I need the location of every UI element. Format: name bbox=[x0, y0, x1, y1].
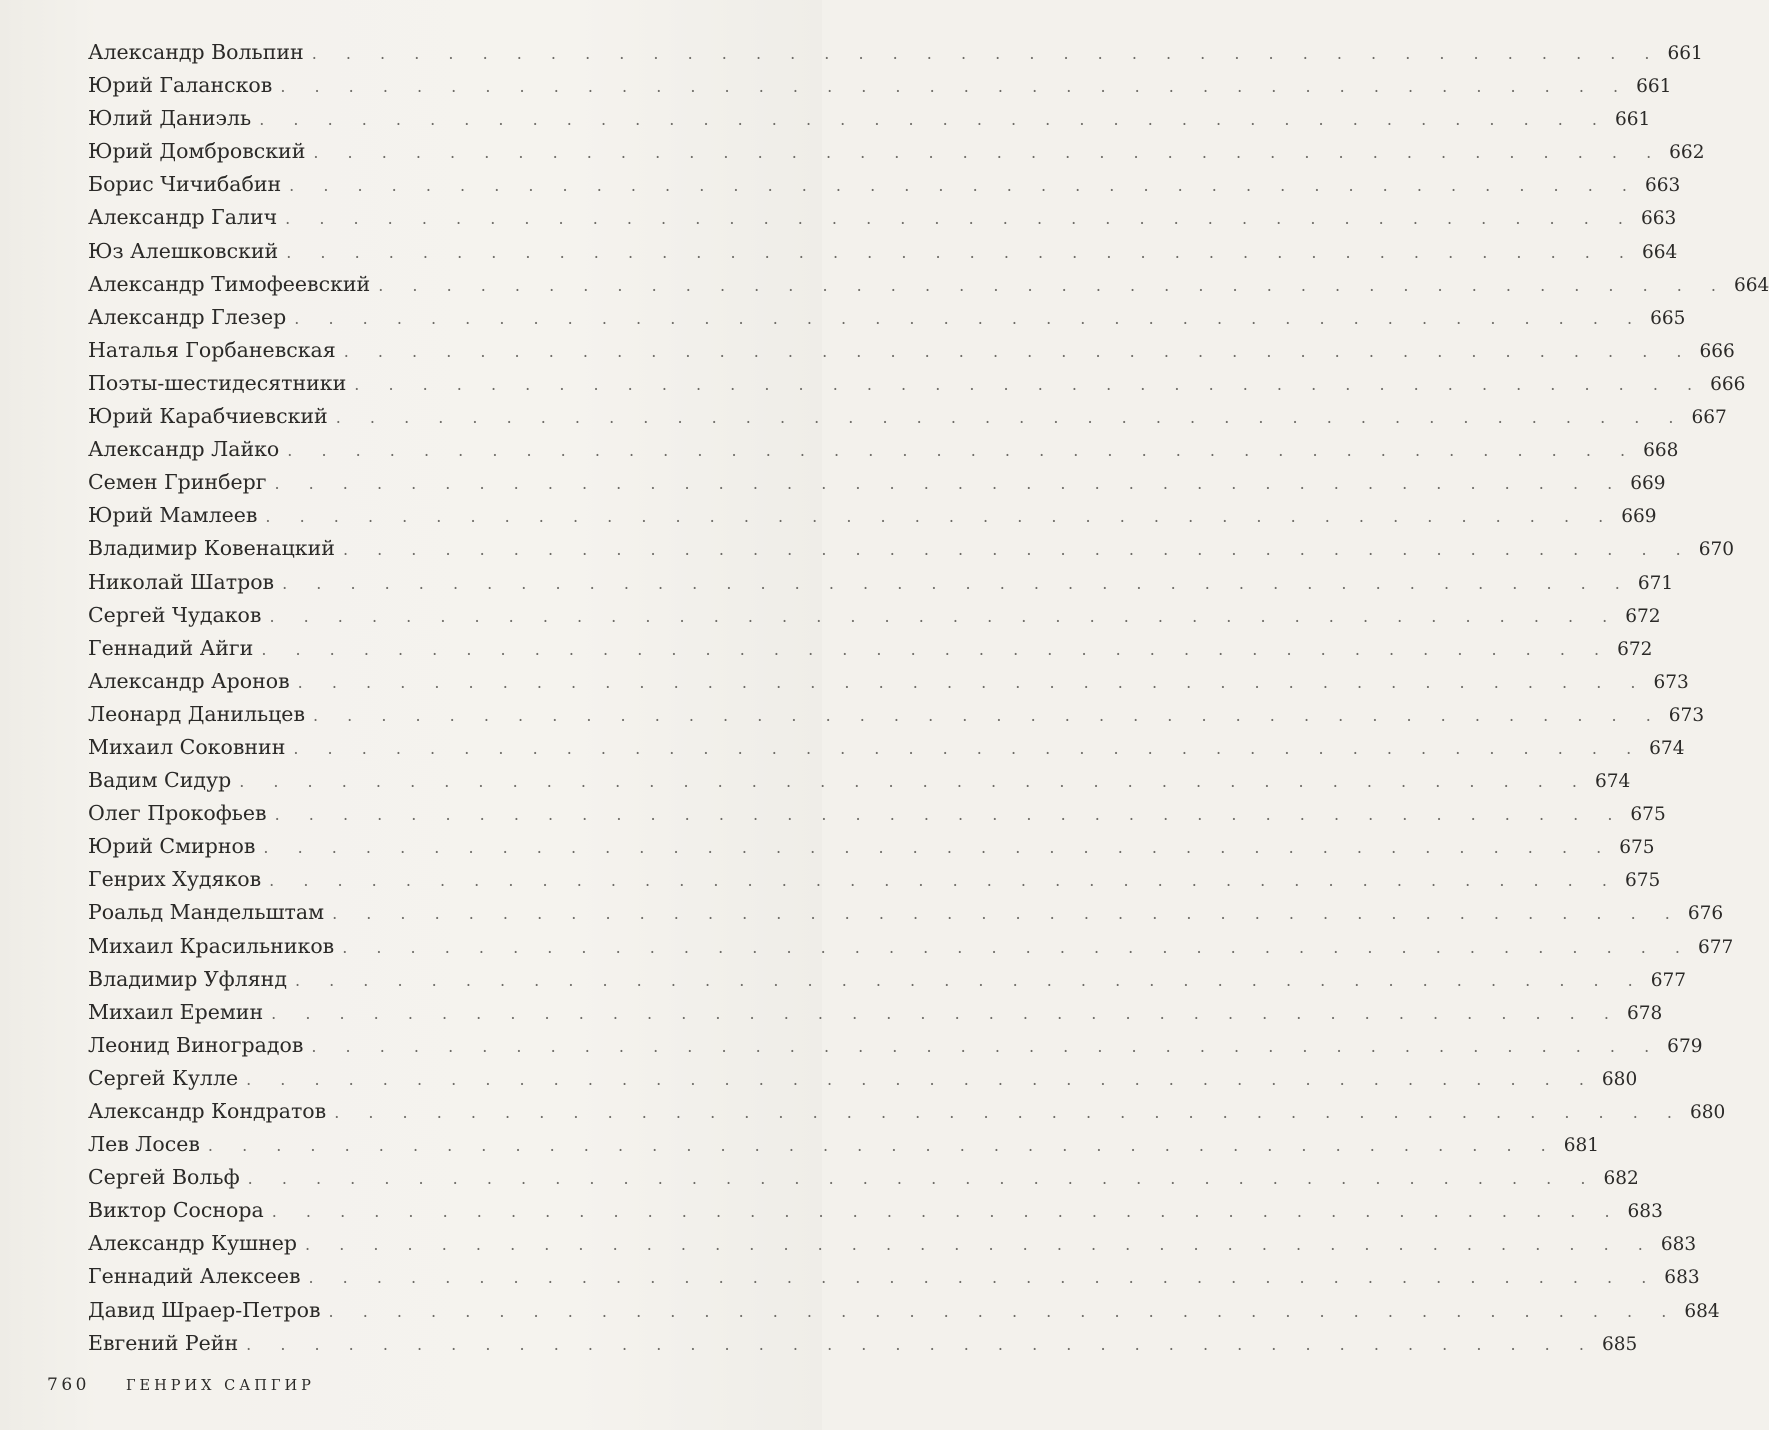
toc-entry-page-number: 667 bbox=[1691, 407, 1727, 429]
toc-entry bbox=[88, 764, 1631, 797]
toc-entry bbox=[88, 665, 1689, 698]
toc-leader-dots: . . . . . . . . . . . . . . . . . . . . . . . . . . . . . . . . . . . . . . . . bbox=[294, 970, 1645, 990]
toc-entry-title: Михаил Соковнин bbox=[88, 734, 286, 759]
toc-leader-dots: . . . . . . . . . . . . . . . . . . . . . . . . . . . . . . . . . . . . . . . . bbox=[286, 242, 1637, 262]
toc-leader-dots: . . . . . . . . . . . . . . . . . . . . . . . . . . . . . . . . . . . . . . . . bbox=[289, 176, 1639, 196]
toc-entry-page-number: 677 bbox=[1698, 936, 1734, 958]
toc-entry-title: Вадим Сидур bbox=[88, 768, 232, 793]
toc-leader-dots: . . . . . . . . . . . . . . . . . . . . . . . . . . . . . . . . . . . . . . . . bbox=[269, 606, 1620, 626]
toc-entry bbox=[88, 466, 1666, 499]
toc-entry-page-number: 682 bbox=[1603, 1168, 1639, 1190]
toc-leader-dots: . . . . . . . . . . . . . . . . . . . . . . . . . . . . . . . . . . . . . . . . bbox=[280, 77, 1631, 97]
toc-entry-title: Леонид Виноградов bbox=[88, 1032, 304, 1057]
toc-entry-page-number: 661 bbox=[1615, 109, 1651, 131]
toc-entry-title: Владимир Ковенацкий bbox=[88, 536, 335, 561]
toc-leader-dots: . . . . . . . . . . . . . . . . . . . . . . . . . . . . . . . . . . . . . . . . bbox=[265, 507, 1616, 527]
toc-entry bbox=[88, 367, 1746, 400]
toc-entry-title: Геннадий Алексеев bbox=[88, 1264, 301, 1289]
toc-entry-title: Сергей Кулле bbox=[88, 1065, 239, 1090]
toc-entry-page-number: 664 bbox=[1642, 241, 1678, 263]
toc-leader-dots: . . . . . . . . . . . . . . . . . . . . . . . . . . . . . . . . . . . . . . . . bbox=[293, 738, 1644, 758]
toc-leader-dots: . . . . . . . . . . . . . . . . . . . . . . . . . . . . . . . . . . . . . . . . bbox=[354, 374, 1705, 394]
toc-entry bbox=[88, 698, 1705, 731]
toc-entry-title: Александр Кондратов bbox=[88, 1099, 327, 1123]
toc-entry-title: Борис Чичибабин bbox=[88, 172, 282, 197]
toc-entry-title: Леонард Данильцев bbox=[88, 701, 305, 726]
table-of-contents bbox=[88, 36, 1769, 1360]
toc-entry-page-number: 678 bbox=[1626, 1002, 1663, 1024]
toc-leader-dots: . . . . . . . . . . . . . . . . . . . . . . . . . . . . . . . . . . . . . . . . bbox=[343, 341, 1694, 361]
toc-entry-title: Олег Прокофьев bbox=[88, 801, 267, 826]
toc-entry-page-number: 675 bbox=[1624, 870, 1661, 892]
toc-leader-dots: . . . . . . . . . . . . . . . . . . . . . . . . . . . . . . . . . . . . . . . . bbox=[312, 705, 1663, 725]
toc-entry-title: Александр Глезер bbox=[88, 304, 287, 329]
toc-entry bbox=[88, 135, 1705, 168]
toc-entry-page-number: 665 bbox=[1650, 307, 1686, 329]
toc-entry-title: Поэты-шестидесятники bbox=[88, 370, 347, 395]
toc-entry bbox=[88, 731, 1685, 764]
toc-entry-title: Семен Гринберг bbox=[88, 470, 267, 495]
toc-entry-title: Александр Тимофеевский bbox=[88, 271, 371, 296]
toc-entry-title: Владимир Уфлянд bbox=[88, 966, 287, 991]
toc-entry bbox=[88, 36, 1703, 69]
toc-leader-dots: . . . . . . . . . . . . . . . . . . . . . . . . . . . . . . . . . . . . . . . . bbox=[342, 937, 1692, 957]
toc-entry-title: Виктор Соснора bbox=[88, 1198, 264, 1223]
toc-entry bbox=[88, 1095, 1726, 1128]
toc-entry bbox=[88, 1327, 1638, 1360]
toc-leader-dots: . . . . . . . . . . . . . . . . . . . . . . . . . . . . . . . . . . . . . . . . bbox=[274, 805, 1625, 825]
toc-leader-dots: . . . . . . . . . . . . . . . . . . . . . . . . . . . . . . . . . . . . . . . . bbox=[271, 1003, 1621, 1023]
toc-entry-title: Сергей Вольф bbox=[88, 1165, 240, 1190]
toc-entry-title: Юрий Домбровский bbox=[88, 139, 306, 164]
toc-entry-title: Юлий Даниэль bbox=[88, 106, 252, 131]
toc-entry bbox=[88, 830, 1655, 863]
toc-entry-title: Александр Кушнер bbox=[88, 1231, 298, 1256]
toc-leader-dots: . . . . . . . . . . . . . . . . . . . . . . . . . . . . . . . . . . . . . . . . bbox=[246, 1069, 1596, 1089]
toc-leader-dots: . . . . . . . . . . . . . . . . . . . . . . . . . . . . . . . . . . . . . . . . bbox=[274, 474, 1625, 494]
toc-entry-title: Юрий Мамлеев bbox=[88, 503, 258, 528]
toc-entry-title: Юрий Смирнов bbox=[88, 834, 256, 859]
toc-entry-title: Генрих Худяков bbox=[88, 867, 262, 892]
toc-entry-title: Юз Алешковский bbox=[88, 238, 279, 263]
toc-leader-dots: . . . . . . . . . . . . . . . . . . . . . . . . . . . . . . . . . . . . . . . . bbox=[311, 44, 1662, 63]
toc-leader-dots: . . . . . . . . . . . . . . . . . . . . . . . . . . . . . . . . . . . . . . . . bbox=[342, 540, 1693, 560]
toc-entry bbox=[88, 532, 1735, 565]
toc-entry-page-number: 680 bbox=[1601, 1068, 1638, 1090]
toc-leader-dots: . . . . . . . . . . . . . . . . . . . . . . . . . . . . . . . . . . . . . . . . bbox=[328, 1301, 1679, 1321]
toc-entry-page-number: 675 bbox=[1630, 804, 1666, 826]
toc-entry-title: Александр Аронов bbox=[88, 668, 290, 693]
toc-entry-page-number: 661 bbox=[1667, 43, 1703, 64]
toc-entry-title: Михаил Еремин bbox=[88, 999, 264, 1024]
toc-entry bbox=[88, 1194, 1663, 1227]
toc-entry bbox=[88, 632, 1653, 665]
toc-leader-dots: . . . . . . . . . . . . . . . . . . . . . . . . . . . . . . . . . . . . . . . . bbox=[308, 1268, 1659, 1288]
toc-entry-title: Наталья Горбаневская bbox=[88, 337, 336, 362]
toc-entry bbox=[88, 400, 1727, 433]
toc-leader-dots: . . . . . . . . . . . . . . . . . . . . . . . . . . . . . . . . . . . . . . . . bbox=[297, 672, 1648, 692]
toc-leader-dots: . . . . . . . . . . . . . . . . . . . . . . . . . . . . . . . . . . . . . . . . bbox=[378, 275, 1729, 295]
toc-entry bbox=[88, 301, 1686, 334]
toc-entry-page-number: 673 bbox=[1653, 671, 1689, 693]
toc-entry-page-number: 675 bbox=[1619, 837, 1655, 859]
toc-entry bbox=[88, 102, 1651, 135]
toc-entry-page-number: 684 bbox=[1684, 1300, 1720, 1322]
toc-entry-page-number: 672 bbox=[1617, 638, 1653, 660]
toc-entry bbox=[88, 268, 1769, 301]
toc-leader-dots: . . . . . . . . . . . . . . . . . . . . . . . . . . . . . . . . . . . . . . . . bbox=[311, 1036, 1662, 1056]
toc-entry bbox=[88, 930, 1734, 963]
toc-entry-title: Юрий Галансков bbox=[88, 73, 273, 98]
toc-entry-page-number: 663 bbox=[1640, 208, 1677, 230]
toc-entry bbox=[88, 896, 1724, 929]
toc-leader-dots: . . . . . . . . . . . . . . . . . . . . . . . . . . . . . . . . . . . . . . . . bbox=[305, 1235, 1655, 1255]
toc-entry bbox=[88, 996, 1663, 1029]
toc-entry bbox=[88, 863, 1661, 896]
toc-entry-page-number: 683 bbox=[1664, 1267, 1700, 1289]
toc-entry-page-number: 677 bbox=[1650, 969, 1687, 991]
toc-entry-page-number: 672 bbox=[1625, 605, 1661, 627]
toc-leader-dots: . . . . . . . . . . . . . . . . . . . . . . . . . . . . . . . . . . . . . . . . bbox=[259, 110, 1610, 130]
toc-entry-page-number: 670 bbox=[1698, 539, 1735, 561]
toc-entry-page-number: 666 bbox=[1710, 373, 1746, 395]
toc-entry bbox=[88, 1227, 1697, 1260]
toc-leader-dots: . . . . . . . . . . . . . . . . . . . . . . . . . . . . . . . . . . . . . . . . bbox=[282, 573, 1632, 593]
toc-leader-dots: . . . . . . . . . . . . . . . . . . . . . . . . . . . . . . . . . . . . . . . . bbox=[313, 143, 1664, 163]
toc-entry-page-number: 674 bbox=[1595, 771, 1631, 793]
toc-entry-page-number: 676 bbox=[1687, 903, 1724, 925]
toc-entry bbox=[88, 201, 1677, 234]
running-head-author: ГЕНРИХ САПГИР bbox=[125, 1378, 315, 1394]
toc-entry-title: Юрий Карабчиевский bbox=[88, 404, 328, 429]
toc-entry bbox=[88, 963, 1687, 996]
toc-leader-dots: . . . . . . . . . . . . . . . . . . . . . . . . . . . . . . . . . . . . . . . . bbox=[294, 308, 1645, 328]
toc-leader-dots: . . . . . . . . . . . . . . . . . . . . . . . . . . . . . . . . . . . . . . . . bbox=[269, 871, 1619, 891]
toc-entry-page-number: 669 bbox=[1630, 473, 1666, 495]
toc-entry-title: Александр Вольпин bbox=[88, 40, 304, 64]
toc-entry-title: Александр Галич bbox=[88, 205, 278, 230]
toc-entry bbox=[88, 334, 1735, 367]
toc-entry-title: Михаил Красильников bbox=[88, 933, 335, 958]
toc-entry bbox=[88, 1260, 1700, 1293]
toc-entry-page-number: 679 bbox=[1667, 1035, 1703, 1057]
toc-entry-title: Роальд Мандельштам bbox=[88, 900, 325, 925]
toc-leader-dots: . . . . . . . . . . . . . . . . . . . . . . . . . . . . . . . . . . . . . . . . bbox=[285, 209, 1635, 229]
toc-leader-dots: . . . . . . . . . . . . . . . . . . . . . . . . . . . . . . . . . . . . . . . . bbox=[247, 1169, 1598, 1189]
toc-entry-page-number: 681 bbox=[1563, 1135, 1600, 1157]
toc-entry-page-number: 669 bbox=[1621, 506, 1657, 528]
toc-leader-dots: . . . . . . . . . . . . . . . . . . . . . . . . . . . . . . . . . . . . . . . . bbox=[261, 639, 1612, 659]
toc-entry-page-number: 664 bbox=[1734, 274, 1769, 296]
toc-entry bbox=[88, 499, 1657, 532]
toc-leader-dots: . . . . . . . . . . . . . . . . . . . . . . . . . . . . . . . . . . . . . . . . bbox=[246, 1334, 1596, 1354]
toc-entry bbox=[88, 599, 1661, 632]
toc-entry-title: Лев Лосев bbox=[88, 1132, 200, 1157]
toc-entry bbox=[88, 235, 1678, 268]
toc-leader-dots: . . . . . . . . . . . . . . . . . . . . . . . . . . . . . . . . . . . . . . . . bbox=[207, 1136, 1558, 1156]
toc-entry-title: Евгений Рейн bbox=[88, 1330, 239, 1355]
toc-entry bbox=[88, 1029, 1703, 1062]
toc-entry bbox=[88, 1294, 1720, 1327]
toc-entry-title: Геннадий Айги bbox=[88, 635, 254, 660]
page-footer bbox=[47, 1375, 315, 1395]
toc-entry-title: Александр Лайко bbox=[88, 437, 280, 462]
toc-leader-dots: . . . . . . . . . . . . . . . . . . . . . . . . . . . . . . . . . . . . . . . . bbox=[239, 772, 1589, 792]
toc-entry-page-number: 662 bbox=[1669, 142, 1705, 164]
toc-entry bbox=[88, 566, 1674, 599]
toc-entry bbox=[88, 1161, 1639, 1194]
toc-entry bbox=[88, 433, 1679, 466]
toc-entry-page-number: 685 bbox=[1601, 1333, 1638, 1355]
toc-entry-page-number: 666 bbox=[1699, 340, 1735, 362]
toc-leader-dots: . . . . . . . . . . . . . . . . . . . . . . . . . . . . . . . . . . . . . . . . bbox=[334, 1103, 1684, 1122]
toc-entry-page-number: 683 bbox=[1660, 1234, 1697, 1256]
toc-entry-title: Николай Шатров bbox=[88, 569, 275, 594]
toc-leader-dots: . . . . . . . . . . . . . . . . . . . . . . . . . . . . . . . . . . . . . . . . bbox=[332, 904, 1682, 924]
toc-entry bbox=[88, 797, 1666, 830]
toc-entry bbox=[88, 69, 1672, 102]
toc-entry-page-number: 661 bbox=[1636, 76, 1672, 98]
toc-entry-title: Сергей Чудаков bbox=[88, 602, 262, 627]
toc-entry-page-number: 680 bbox=[1689, 1102, 1726, 1123]
toc-entry-page-number: 674 bbox=[1649, 737, 1685, 759]
toc-entry bbox=[88, 1128, 1600, 1161]
page-number: 760 bbox=[47, 1375, 90, 1395]
toc-entry-page-number: 663 bbox=[1644, 175, 1681, 197]
toc-entry-page-number: 668 bbox=[1643, 440, 1679, 462]
toc-entry-page-number: 671 bbox=[1637, 572, 1674, 594]
toc-entry-page-number: 673 bbox=[1668, 704, 1705, 726]
toc-entry-title: Давид Шраер-Петров bbox=[88, 1297, 321, 1322]
toc-leader-dots: . . . . . . . . . . . . . . . . . . . . . . . . . . . . . . . . . . . . . . . . bbox=[287, 441, 1638, 461]
toc-leader-dots: . . . . . . . . . . . . . . . . . . . . . . . . . . . . . . . . . . . . . . . . bbox=[335, 408, 1686, 428]
toc-leader-dots: . . . . . . . . . . . . . . . . . . . . . . . . . . . . . . . . . . . . . . . . bbox=[263, 838, 1614, 858]
toc-leader-dots: . . . . . . . . . . . . . . . . . . . . . . . . . . . . . . . . . . . . . . . . bbox=[271, 1202, 1622, 1222]
toc-entry bbox=[88, 168, 1681, 201]
toc-entry bbox=[88, 1062, 1638, 1095]
toc-entry-page-number: 683 bbox=[1627, 1201, 1663, 1223]
